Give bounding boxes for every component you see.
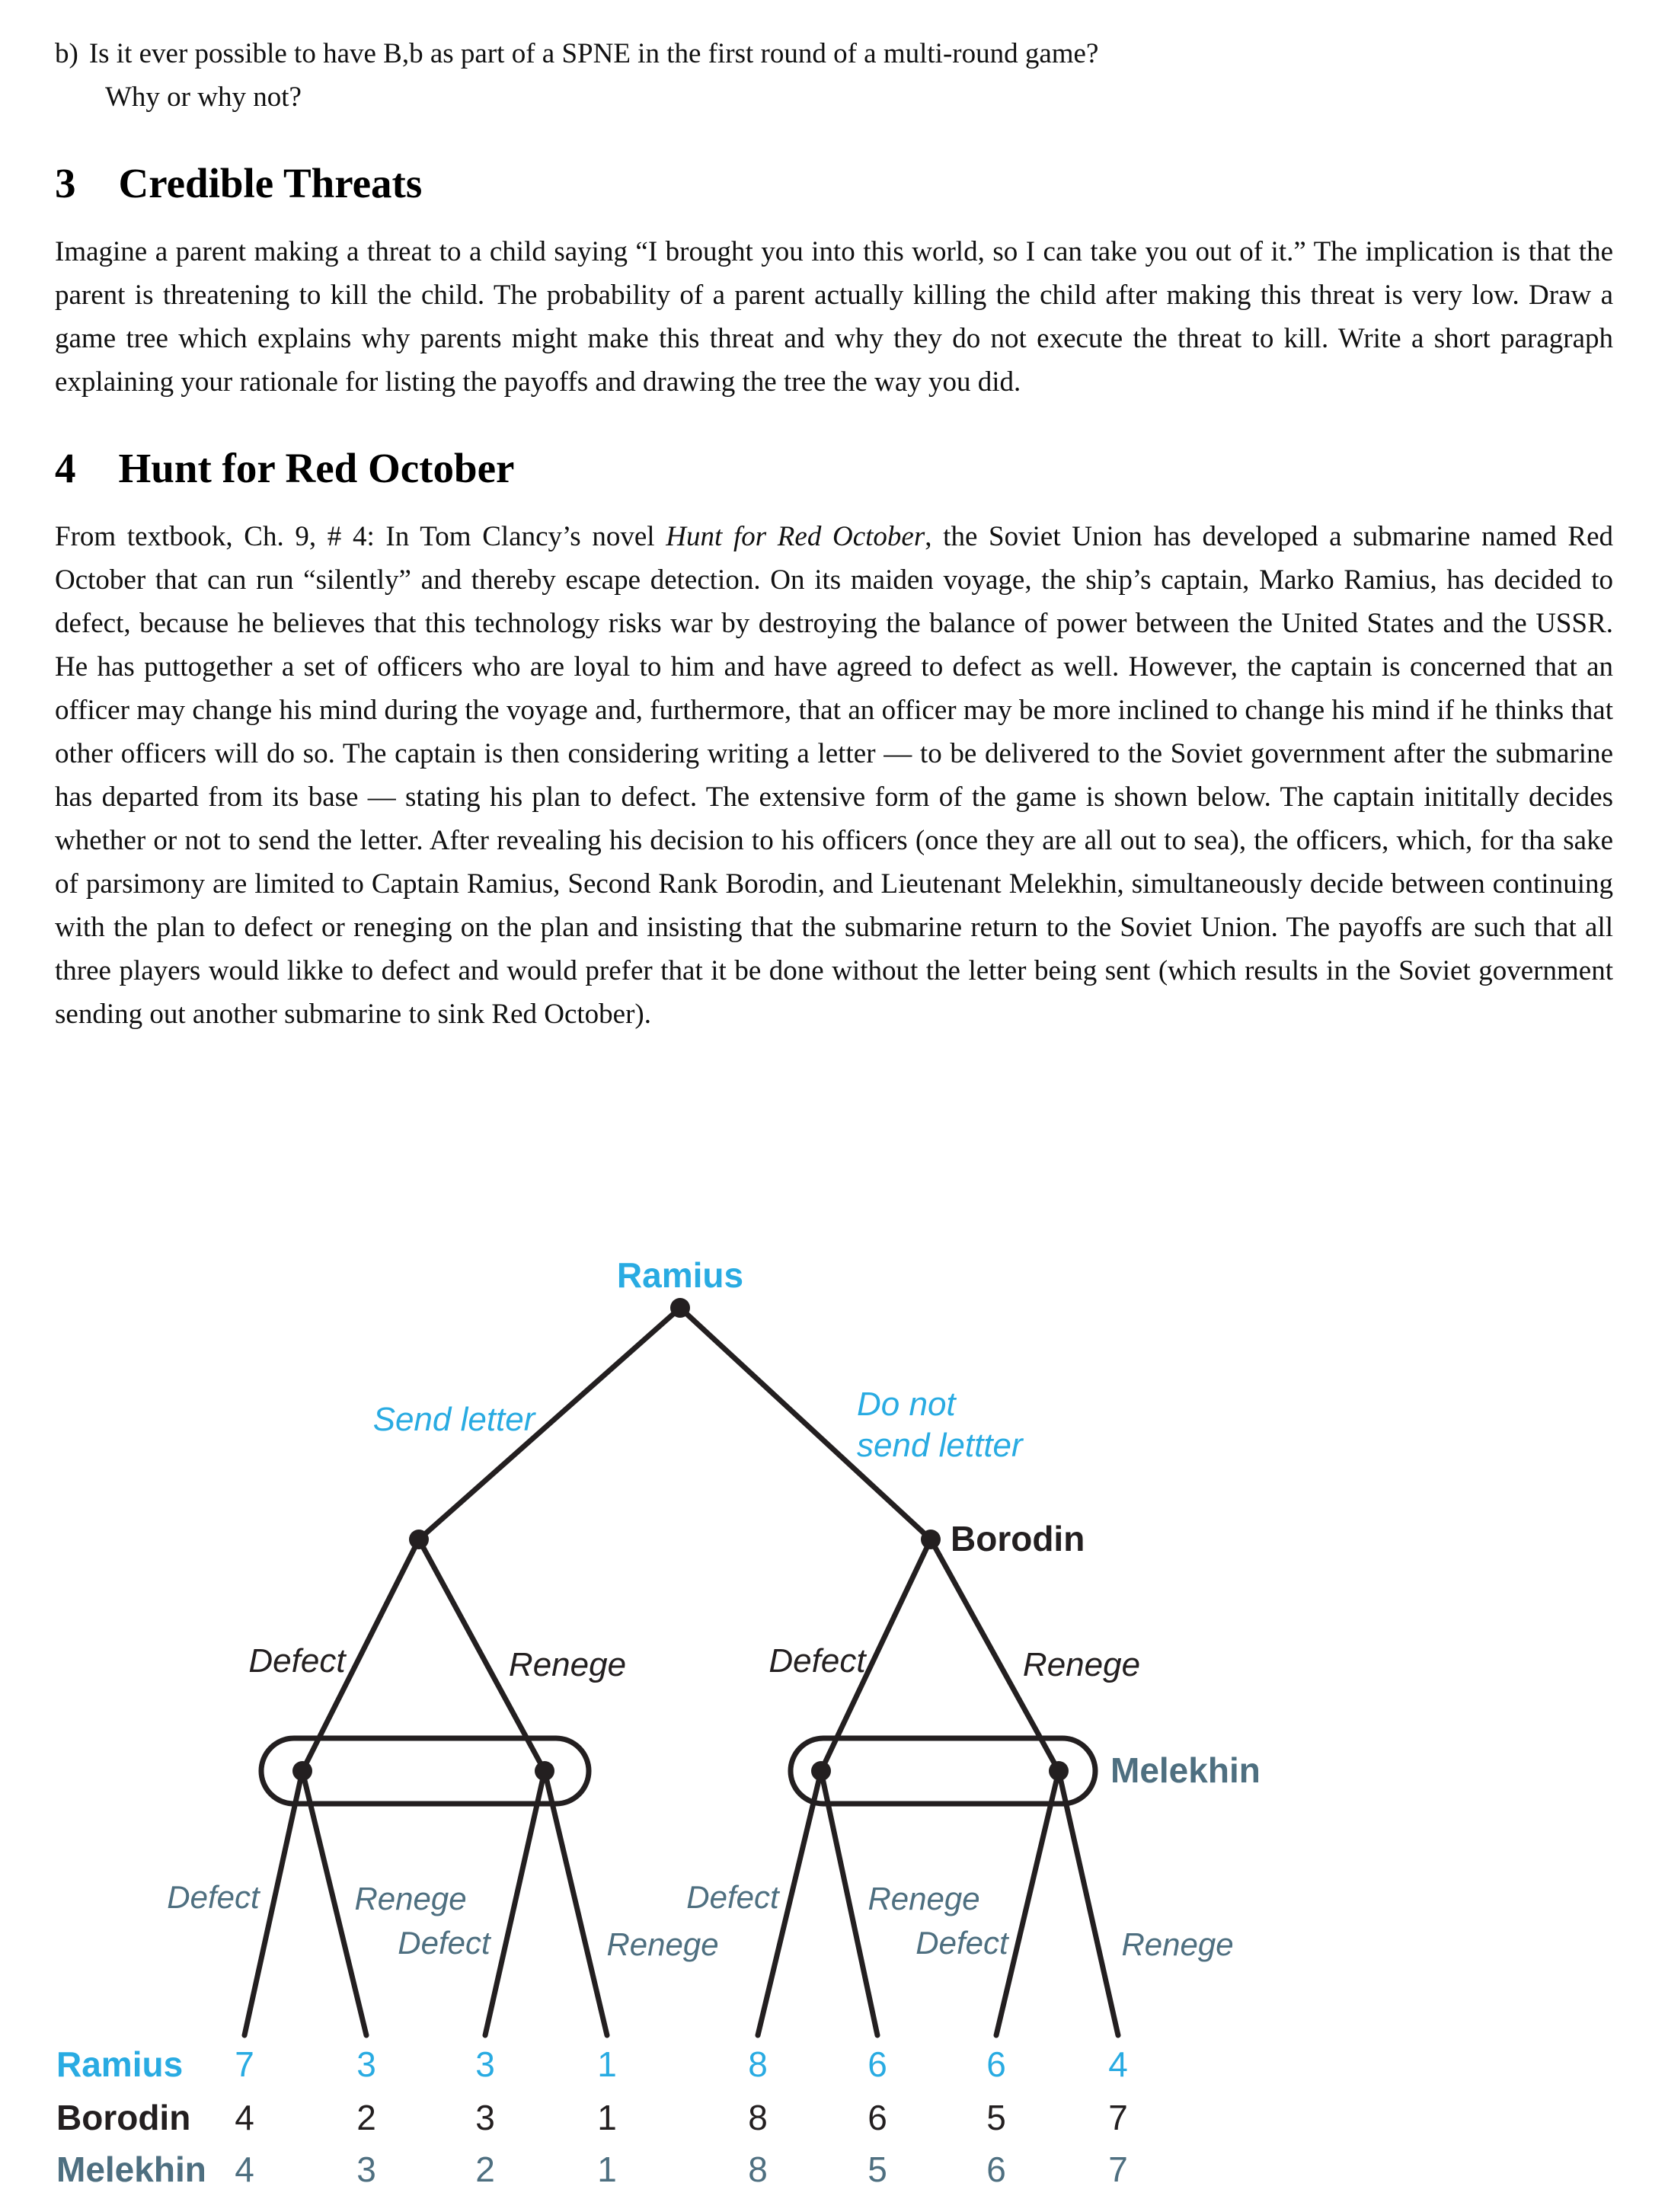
node-melekhin-3 (811, 1761, 831, 1781)
node-melekhin-2 (535, 1761, 554, 1781)
payoff-ramius-7: 6 (986, 2044, 1006, 2084)
payoff-borodin-2: 2 (356, 2098, 376, 2137)
section-3-title: Credible Threats (118, 160, 423, 206)
branch-label-defect-leaf5: Defect (686, 1879, 779, 1915)
section-3-heading (55, 160, 1613, 207)
payoff-melekhin-5: 8 (748, 2150, 768, 2189)
game-tree-diagram (0, 1249, 1668, 2212)
payoff-melekhin-6: 5 (868, 2150, 887, 2189)
payoff-ramius-4: 1 (597, 2044, 617, 2084)
node-borodin-left (409, 1530, 429, 1549)
branch-label-renege-leaf4: Renege (606, 1926, 719, 1962)
payoff-melekhin-7: 6 (986, 2150, 1006, 2189)
payoff-borodin-5: 8 (748, 2098, 768, 2137)
payoff-melekhin-8: 7 (1108, 2150, 1128, 2189)
payoff-ramius-1: 7 (235, 2044, 254, 2084)
branch-label-do-not-line2: send lettter (857, 1427, 1023, 1464)
payoff-borodin-8: 7 (1108, 2098, 1128, 2137)
node-melekhin-4 (1049, 1761, 1069, 1781)
payoff-ramius-5: 8 (748, 2044, 768, 2084)
payoff-row-label-melekhin: Melekhin (56, 2150, 206, 2189)
node-melekhin-1 (292, 1761, 312, 1781)
payoff-melekhin-1: 4 (235, 2150, 254, 2189)
branch-label-do-not-line1: Do not (857, 1386, 956, 1423)
edge-melekhin-defect-7 (996, 1771, 1059, 2035)
node-ramius-root (670, 1298, 690, 1318)
branch-label-defect-right1: Defect (768, 1642, 866, 1680)
payoff-ramius-8: 4 (1108, 2044, 1128, 2084)
edge-melekhin-renege-8 (1059, 1771, 1118, 2035)
question-b-line1 (55, 32, 1613, 75)
borodin-player-label: Borodin (951, 1519, 1085, 1558)
payoff-ramius-3: 3 (475, 2044, 495, 2084)
payoff-row-label-ramius: Ramius (56, 2044, 184, 2084)
branch-label-renege-leaf2: Renege (354, 1881, 467, 1916)
section-4-paragraph (55, 515, 1613, 1036)
question-b-marker: b) (55, 38, 78, 69)
payoff-melekhin-2: 3 (356, 2150, 376, 2189)
payoff-ramius-6: 6 (868, 2044, 887, 2084)
section-4-heading (55, 445, 1613, 492)
section-4-text-italic: Hunt for Red October (666, 521, 925, 552)
payoff-borodin-6: 6 (868, 2098, 887, 2137)
edge-melekhin-renege-4 (545, 1771, 607, 2035)
edge-melekhin-defect-3 (485, 1771, 545, 2035)
section-4-text-before: From textbook, Ch. 9, # 4: In Tom Clancy’s novel (55, 521, 666, 552)
branch-label-renege-right1: Renege (1022, 1646, 1141, 1683)
section-4-text-after: , the Soviet Union has developed a submarine named Red October that can run “silently” and thereby escape detection. On its maiden voyage, the ship’s captain, Marko Ramius, has decided to defect, because he believes that this technology risks war by destroying the balance of power between the United States and the USSR. He has puttogether a set of officers who are loyal to him and have agreed to defect as well. However, the captain is concerned that an officer may change his mind during the voyage and, furthermore, that an officer may be more inclined to change his mind if he thinks that other officers will do so. The captain is then considering writing a letter — to be delivered to the Soviet government after the submarine has departed from its base — stating his plan to defect. The extensive form of the game is shown below. The captain inititally decides whether or not to send the letter. After revealing his decision to his officers (once they are all out to sea), the officers, which, for tha sake of parsimony are limited to Captain Ramius, Second Rank Borodin, and Lieutenant Melekhin, simultaneously decide between continuing with the plan to defect or reneging on the plan and insisting that the submarine return to the Soviet Union. The payoffs are such that all three players would likke to defect and would prefer that it be done without the letter being sent (which results in the Soviet government sending out another submarine to sink Red October). (55, 521, 1613, 1030)
branch-label-renege-leaf8: Renege (1121, 1926, 1234, 1962)
branch-label-defect-leaf7: Defect (915, 1925, 1008, 1961)
branch-label-defect-leaf3: Defect (398, 1925, 490, 1961)
branch-label-renege-leaf6: Renege (868, 1881, 980, 1916)
question-b-text: Is it ever possible to have B,b as part of a SPNE in the first round of a multi-round game? (88, 38, 1099, 69)
branch-label-send-letter: Send letter (372, 1401, 535, 1438)
melekhin-player-label: Melekhin (1110, 1750, 1261, 1790)
payoff-melekhin-4: 1 (597, 2150, 617, 2189)
branch-label-defect-left1: Defect (248, 1642, 346, 1680)
section-4-number: 4 (55, 445, 76, 491)
node-borodin-right (921, 1530, 941, 1549)
payoff-melekhin-3: 2 (475, 2150, 495, 2189)
payoff-borodin-1: 4 (235, 2098, 254, 2137)
payoff-ramius-2: 3 (356, 2044, 376, 2084)
question-b-line2: Why or why not? (105, 82, 302, 113)
payoff-row-label-borodin: Borodin (56, 2098, 191, 2137)
payoff-borodin-4: 1 (597, 2098, 617, 2137)
ramius-player-label: Ramius (616, 1255, 744, 1295)
payoff-borodin-7: 5 (986, 2098, 1006, 2137)
edge-do-not-send-letter (680, 1308, 931, 1539)
branch-label-defect-leaf1: Defect (167, 1879, 260, 1915)
payoff-borodin-3: 3 (475, 2098, 495, 2137)
section-4-title: Hunt for Red October (118, 445, 515, 491)
section-3-number: 3 (55, 160, 76, 206)
branch-label-renege-left1: Renege (508, 1646, 627, 1683)
section-3-paragraph: Imagine a parent making a threat to a child saying “I brought you into this world, so I can take you out of it.” The implication is that the parent is threatening to kill the child. The probability of a parent actually killing the child after making this threat is very low. Draw a game tree which explains why parents might make this threat and why they do not execute the threat to kill. Write a short paragraph explaining your rationale for listing the payoffs and drawing the tree the way you did. (55, 236, 1613, 398)
